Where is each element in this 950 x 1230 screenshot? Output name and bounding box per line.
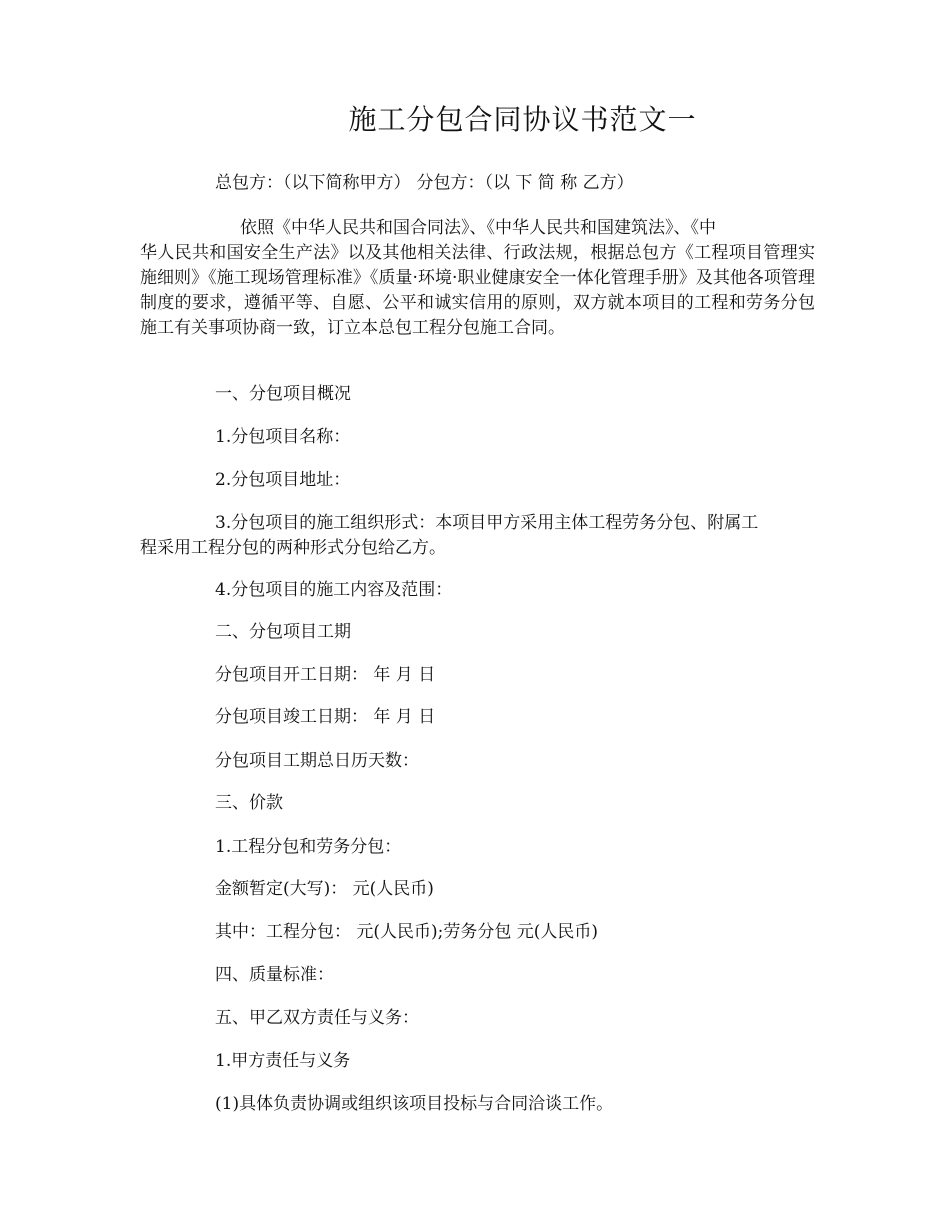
intro-paragraph xyxy=(140,216,815,341)
intro-rest: 华人民共和国安全生产法》以及其他相关法律、行政法规，根据总包方《工程项目管理实施细则》《施工现场管理标准》《质量·环境·职业健康安全一体化管理手册》及其他各项管理制度的要求，遵循平等、自愿、公平和诚实信用的原则，双方就本项目的工程和劳务分包施工有关事项协商一致，订立本总包工程分包施工合同。 xyxy=(140,243,815,338)
party-a-responsibility-1: (1)具体负责协调或组织该项目投标与合同洽谈工作。 xyxy=(215,1094,614,1114)
intro-first-line: 依照《中华人民共和国合同法》、《中华人民共和国建筑法》、《中 xyxy=(240,218,716,238)
section-heading-price: 三、价款 xyxy=(215,793,283,813)
schedule-start-date: 分包项目开工日期： 年 月 日 xyxy=(215,665,436,685)
party-a-responsibilities: 1.甲方责任与义务 xyxy=(215,1051,351,1071)
item-organization-form-first: 3.分包项目的施工组织形式：本项目甲方采用主体工程劳务分包、附属工 xyxy=(215,513,759,533)
price-amount: 金额暂定(大写)： 元(人民币) xyxy=(215,879,434,899)
general-contractor-label: 总包方：（以下简称甲方） xyxy=(215,173,411,193)
schedule-total-days: 分包项目工期总日历天数： xyxy=(215,751,419,771)
item-organization-form-rest: 程采用工程分包的两种形式分包给乙方。 xyxy=(140,538,446,558)
item-scope: 4.分包项目的施工内容及范围： xyxy=(215,580,453,600)
subcontractor-label: 分包方：（以 下 简 称 乙方） xyxy=(416,173,634,193)
section-heading-quality: 四、质量标准： xyxy=(215,965,334,985)
document-title: 施工分包合同协议书范文一 xyxy=(348,103,697,136)
item-project-name: 1.分包项目名称： xyxy=(215,427,351,447)
section-heading-schedule: 二、分包项目工期 xyxy=(215,622,351,642)
schedule-end-date: 分包项目竣工日期： 年 月 日 xyxy=(215,707,436,727)
section-heading-responsibilities: 五、甲乙双方责任与义务： xyxy=(215,1008,419,1028)
parties-line xyxy=(215,172,634,194)
item-project-address: 2.分包项目地址： xyxy=(215,470,351,490)
section-heading-overview: 一、分包项目概况 xyxy=(215,384,351,404)
item-organization-form xyxy=(140,511,815,561)
price-item-subcontract: 1.工程分包和劳务分包： xyxy=(215,837,402,857)
price-breakdown: 其中：工程分包： 元(人民币);劳务分包 元(人民币) xyxy=(215,922,599,942)
